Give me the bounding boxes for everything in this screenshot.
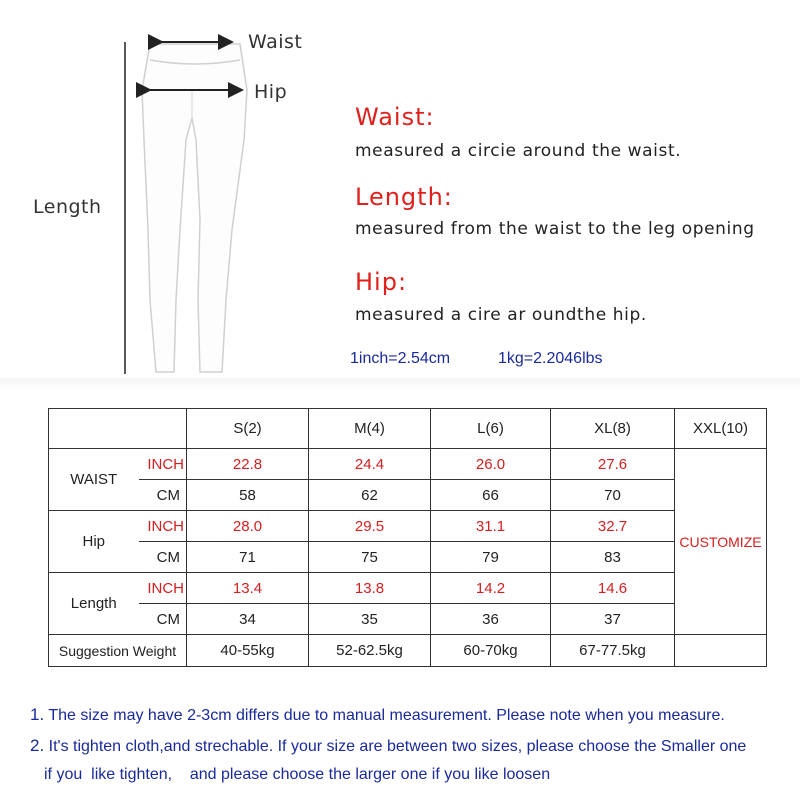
hip-label: Hip <box>254 81 288 103</box>
weight-empty-cell <box>675 635 767 667</box>
table-cell: 27.6 <box>551 449 675 480</box>
waist-label: Waist <box>248 31 303 53</box>
table-cell: 14.6 <box>551 573 675 604</box>
table-cell: 32.7 <box>551 511 675 542</box>
weight-row-label: Suggestion Weight <box>49 635 187 667</box>
section-divider <box>0 378 800 392</box>
size-chart-table <box>48 408 767 667</box>
definition-text-length: measured from the waist to the leg opening <box>355 219 755 239</box>
table-cell: 71 <box>187 542 309 573</box>
customize-cell: CUSTOMIZE <box>675 449 767 635</box>
unit-label-cm: CM <box>139 542 187 573</box>
table-cell: 36 <box>431 604 551 635</box>
table-cell: 34 <box>187 604 309 635</box>
table-cell: 75 <box>309 542 431 573</box>
note-number: 1. <box>30 705 45 724</box>
table-row <box>49 604 767 635</box>
table-cell: 60-70kg <box>431 635 551 667</box>
table-cell: 31.1 <box>431 511 551 542</box>
table-cell: 28.0 <box>187 511 309 542</box>
unit-label-cm: CM <box>139 480 187 511</box>
table-cell: 29.5 <box>309 511 431 542</box>
table-row <box>49 480 767 511</box>
unit-label-inch: INCH <box>139 573 187 604</box>
table-row <box>49 511 767 542</box>
table-cell: 67-77.5kg <box>551 635 675 667</box>
table-cell: 13.4 <box>187 573 309 604</box>
conversion-kg: 1kg=2.2046lbs <box>498 350 603 367</box>
table-row <box>49 635 767 667</box>
size-header: L(6) <box>431 409 551 449</box>
waist-row-label: WAIST <box>49 449 139 511</box>
size-header: M(4) <box>309 409 431 449</box>
conversion-inch: 1inch=2.54cm <box>350 350 451 367</box>
table-cell: 13.8 <box>309 573 431 604</box>
table-cell: 37 <box>551 604 675 635</box>
note-2-continued: if you like tighten, and please choose the larger one if you like loosen <box>44 766 551 783</box>
table-cell: 83 <box>551 542 675 573</box>
hip-row-label: Hip <box>49 511 139 573</box>
note-1 <box>30 705 725 725</box>
table-cell: 35 <box>309 604 431 635</box>
table-cell: 58 <box>187 480 309 511</box>
table-header-row <box>49 409 767 449</box>
note-number: 2. <box>30 736 45 755</box>
note-2 <box>30 736 746 756</box>
table-cell: 70 <box>551 480 675 511</box>
note-text: It's tighten cloth,and strechable. If your size are between two sizes, please choose the Smaller one <box>48 738 747 755</box>
leggings-outline <box>142 44 247 372</box>
table-cell: 14.2 <box>431 573 551 604</box>
table-cell: 26.0 <box>431 449 551 480</box>
definition-text-waist: measured a circie around the waist. <box>355 141 682 161</box>
table-cell: 52-62.5kg <box>309 635 431 667</box>
unit-label-inch: INCH <box>139 449 187 480</box>
table-cell: 62 <box>309 480 431 511</box>
size-header: S(2) <box>187 409 309 449</box>
table-cell: 22.8 <box>187 449 309 480</box>
unit-label-cm: CM <box>139 604 187 635</box>
definition-text-hip: measured a cire ar oundthe hip. <box>355 305 647 325</box>
definition-title-waist: Waist: <box>355 103 435 131</box>
table-cell: 66 <box>431 480 551 511</box>
table-row <box>49 449 767 480</box>
length-label: Length <box>33 196 102 218</box>
table-cell: 24.4 <box>309 449 431 480</box>
header-empty-cell <box>49 409 187 449</box>
table-cell: 40-55kg <box>187 635 309 667</box>
table-row <box>49 542 767 573</box>
size-header: XL(8) <box>551 409 675 449</box>
unit-label-inch: INCH <box>139 511 187 542</box>
definition-title-hip: Hip: <box>355 268 408 296</box>
leggings-illustration <box>0 0 340 380</box>
definition-title-length: Length: <box>355 183 453 211</box>
length-row-label: Length <box>49 573 139 635</box>
table-row <box>49 573 767 604</box>
note-text: The size may have 2-3cm differs due to manual measurement. Please note when you measure. <box>48 707 725 724</box>
size-header: XXL(10) <box>675 409 767 449</box>
table-cell: 79 <box>431 542 551 573</box>
